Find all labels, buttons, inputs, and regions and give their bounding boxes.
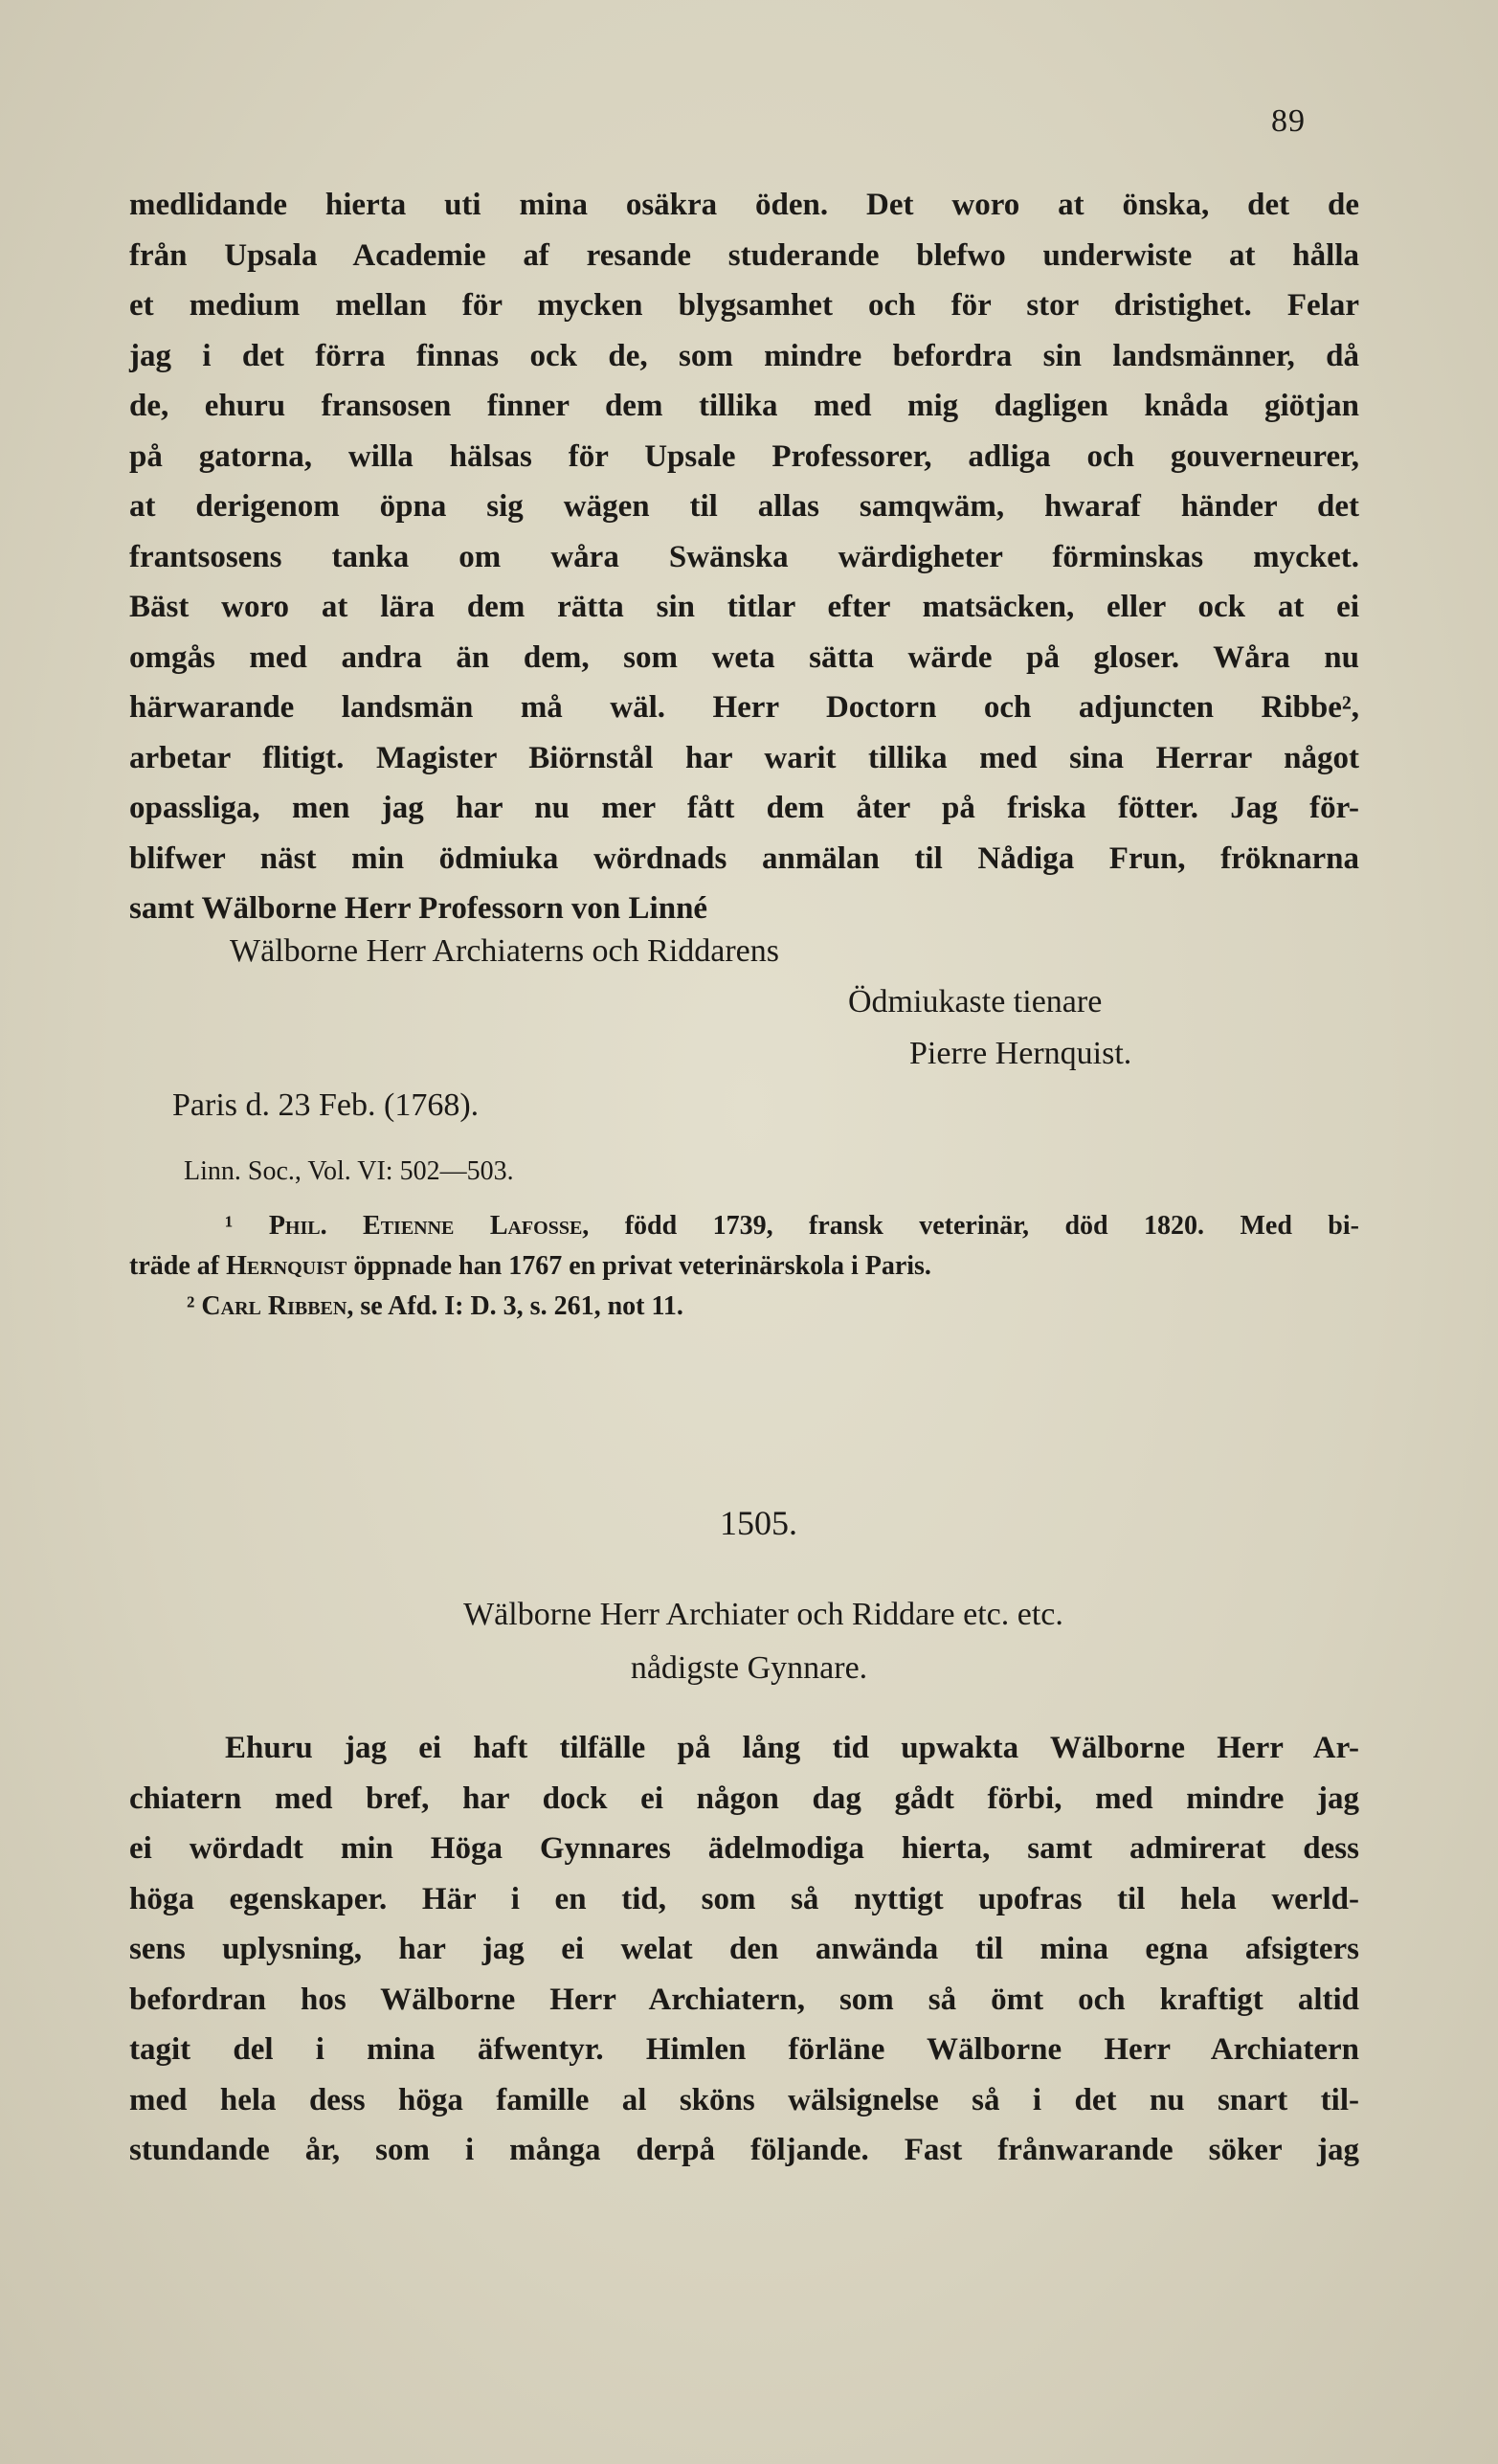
body-line: Bäst woro at lära dem rätta sin titlar efter matsäcken, eller ock at ei <box>129 590 1359 624</box>
body-line: jag i det förra finnas ock de, som mindre befordra sin landsmänner, då <box>129 338 1359 373</box>
body-line: blifwer näst min ödmiuka wördnads anmälan til Nådiga Frun, fröknarna <box>129 840 1359 876</box>
footnote-text: född 1739, fransk veterinär, död 1820. Med bi- <box>624 1211 1359 1241</box>
source-reference: Linn. Soc., Vol. VI: 502—503. <box>184 1156 514 1186</box>
body-line: et medium mellan för mycken blygsamhet och för stor dristighet. Felar <box>129 288 1359 323</box>
body-line: samt Wälborne Herr Professorn von Linné <box>129 891 708 926</box>
salutation-line-2: nådigste Gynnare. <box>630 1650 868 1686</box>
body-line: at derigenom öpna sig wägen til allas samqwäm, hwaraf händer det <box>129 489 1359 524</box>
page-number: 89 <box>1271 103 1306 139</box>
letter2-body <box>129 1723 1359 2176</box>
body-line: med hela dess höga famille al sköns wälsignelse så i det nu snart til- <box>129 2082 1359 2117</box>
closing-address: Wälborne Herr Archiaterns och Riddarens <box>230 933 779 969</box>
body-line: sens uplysning, har jag ei welat den anwända til mina egna afsigters <box>129 1932 1359 1966</box>
body-line: opassliga, men jag har nu mer fått dem åter på friska fötter. Jag för- <box>129 791 1359 825</box>
footnote-1-cont <box>129 1246 1359 1287</box>
footnote-marker: ¹ <box>225 1211 234 1241</box>
body-line: stundande år, som i många derpå följande. Fast frånwarande söker jag <box>129 2133 1359 2167</box>
footnote-text: , se Afd. I: D. 3, s. 261, not 11. <box>347 1291 683 1321</box>
body-line: omgås med andra än dem, som weta sätta wärde på gloser. Wåra nu <box>129 639 1359 675</box>
body-line: chiatern med bref, har dock ei någon dag gådt förbi, med mindre jag <box>129 1781 1359 1816</box>
closing-signature: Pierre Hernquist. <box>909 1036 1132 1071</box>
footnote-person: Phil. Etienne Lafosse <box>268 1211 583 1241</box>
salutation-line-1: Wälborne Herr Archiater och Riddare etc. etc. <box>463 1597 1063 1632</box>
footnote-2 <box>129 1287 1359 1327</box>
closing-servant: Ödmiukaste tienare <box>848 984 1103 1019</box>
footnote-text: träde af <box>129 1251 220 1281</box>
footnote-person: Carl Ribben <box>201 1291 347 1321</box>
body-line: tagit del i mina äfwentyr. Himlen förläne Wälborne Herr Archiatern <box>129 2032 1359 2067</box>
body-line: befordran hos Wälborne Herr Archiatern, som så ömt och kraftigt altid <box>129 1982 1359 2017</box>
body-line: de, ehuru fransosen finner dem tillika med mig dagligen knåda giötjan <box>129 389 1359 423</box>
body-line: härwarande landsmän må wäl. Herr Doctorn och adjuncten Ribbe², <box>129 690 1359 725</box>
footnote-1: ¹ Phil. Etienne Lafosse, född 1739, fransk veterinär, död 1820. Med bi- <box>225 1211 1359 1241</box>
footnote-ref-name: Hernquist <box>226 1251 347 1281</box>
body-line: höga egenskaper. Här i en tid, som så nyttigt upofras til hela werld- <box>129 1881 1359 1916</box>
body-line: Ehuru jag ei haft tilfälle på lång tid upwakta Wälborne Herr Ar- <box>225 1731 1359 1765</box>
footnotes <box>129 1206 1359 1327</box>
body-line: arbetar flitigt. Magister Biörnstål har warit tillika med sina Herrar något <box>129 740 1359 775</box>
body-line: frantsosens tanka om wåra Swänska wärdigheter förminskas mycket. <box>129 539 1359 574</box>
letter-number: 1505. <box>720 1504 797 1542</box>
footnote-text: öppnade han 1767 en privat veterinärskola i Paris. <box>353 1251 931 1281</box>
body-line: medlidande hierta uti mina osäkra öden. Det woro at önska, det de <box>129 188 1359 222</box>
place-date: Paris d. 23 Feb. (1768). <box>172 1087 480 1123</box>
body-line: på gatorna, willa hälsas för Upsale Professorer, adliga och gouverneurer, <box>129 438 1359 474</box>
body-line: ei wördadt min Höga Gynnares ädelmodiga hierta, samt admirerat dess <box>129 1831 1359 1866</box>
letter-body <box>129 180 1359 934</box>
footnote-marker: ² <box>187 1291 195 1321</box>
body-line: från Upsala Academie af resande studerande blefwo underwiste at hålla <box>129 237 1359 273</box>
